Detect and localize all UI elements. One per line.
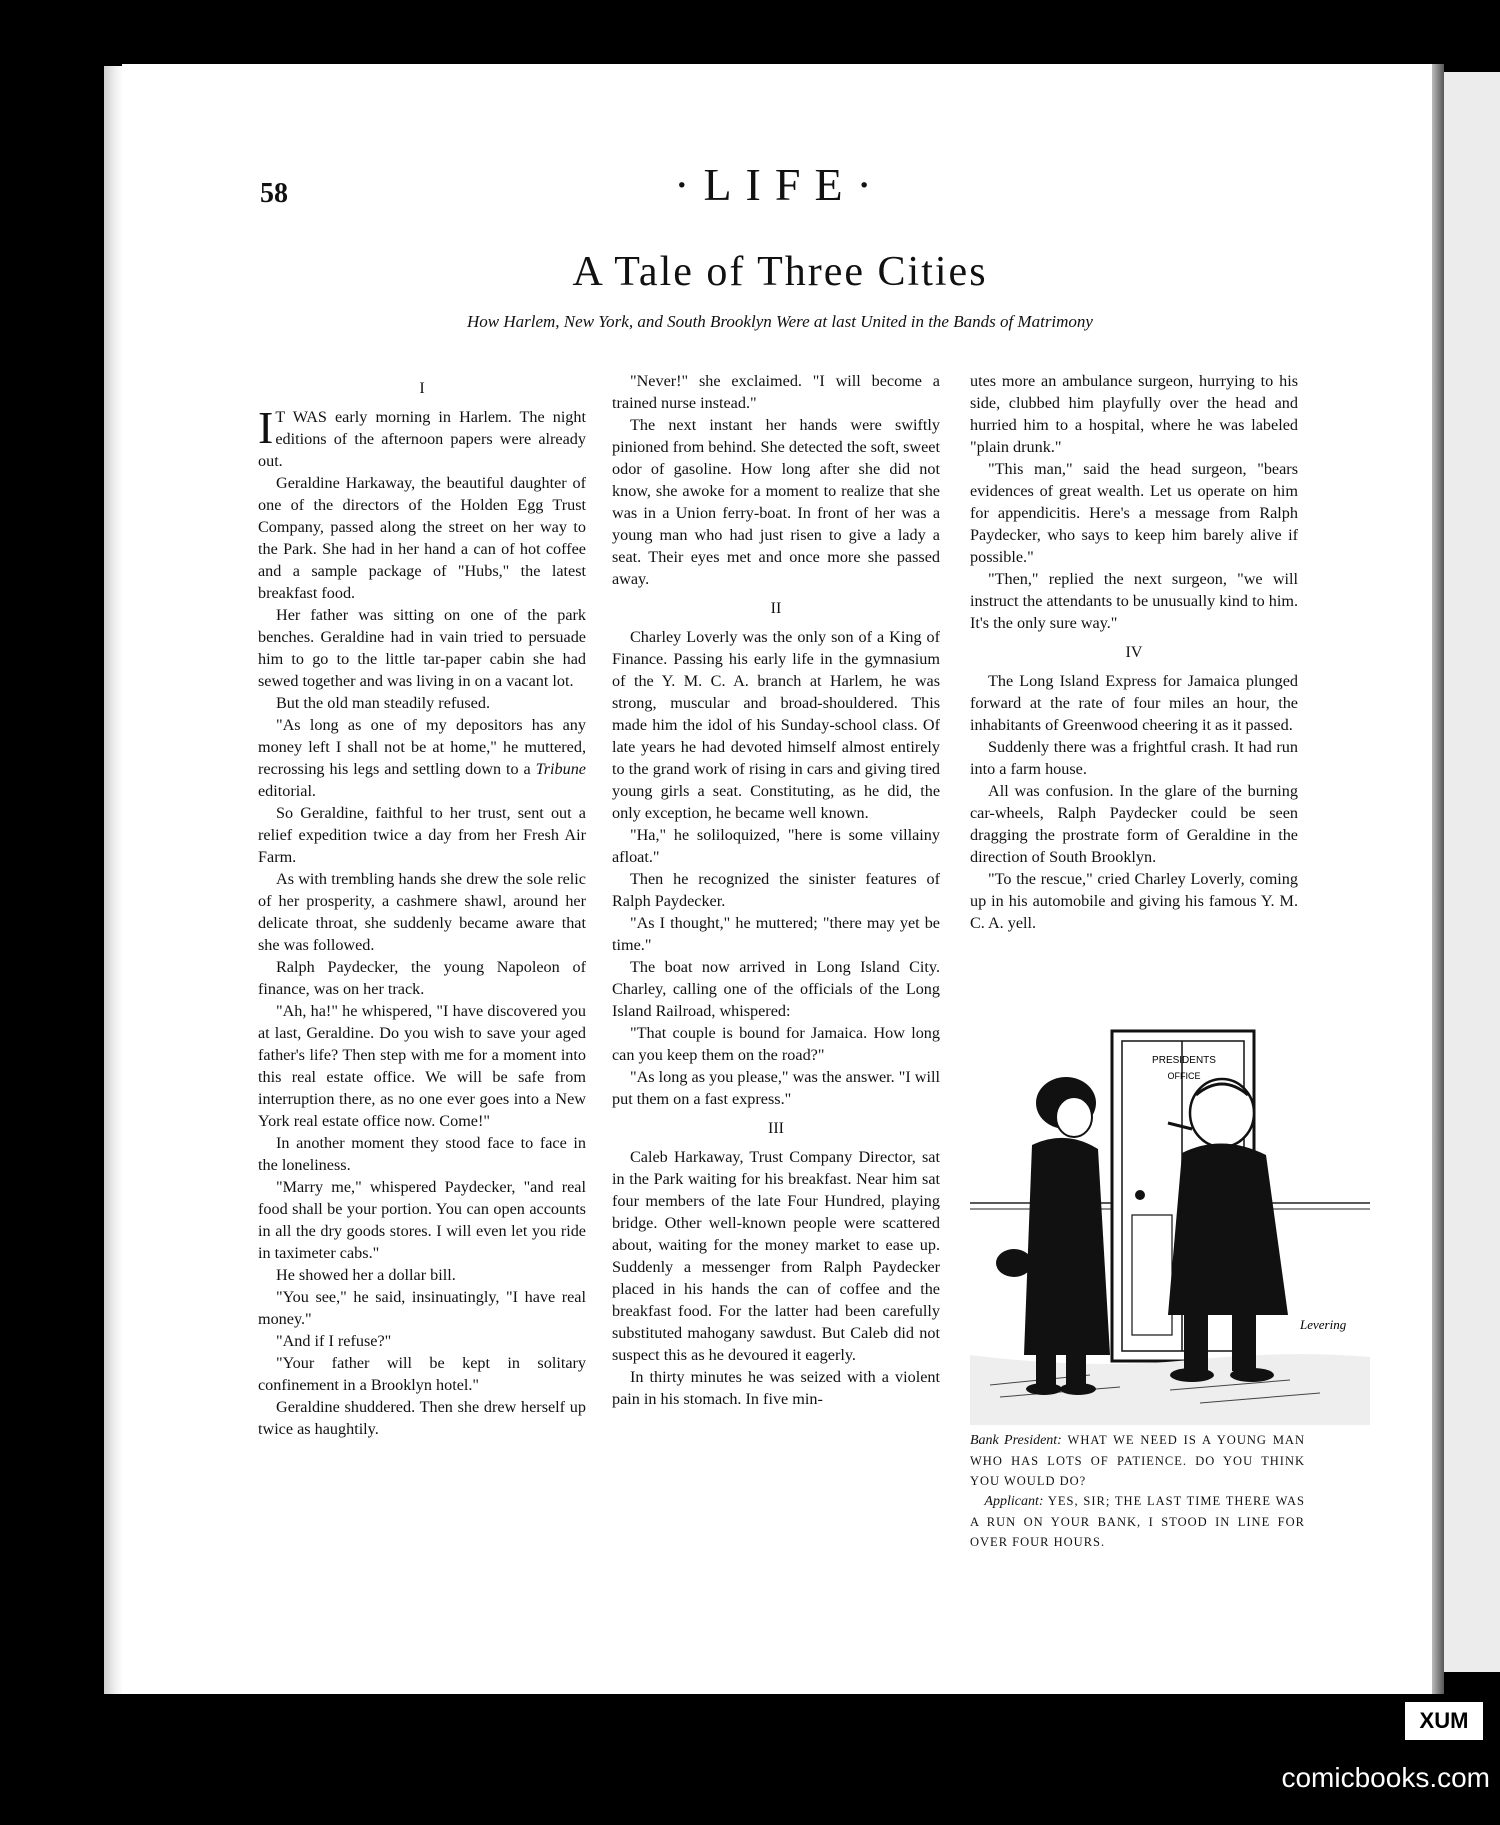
caption-text: WHAT WE NEED IS A YOUNG MAN WHO HAS LOTS OF PATIENCE. DO YOU THINK YOU WOULD DO? xyxy=(970,1433,1305,1488)
column-1 xyxy=(258,370,586,1440)
paragraph: "Your father will be kept in solitary confinement in a Brooklyn hotel." xyxy=(258,1354,586,1394)
paragraph: "This man," said the head surgeon, "bears evidences of great wealth. Let us operate on him for appendicitis. Here's a message from Ralph Paydecker, who says to keep him barely alive if possible." xyxy=(970,460,1298,566)
section-heading: IV xyxy=(1125,644,1143,661)
paragraph: All was confusion. In the glare of the burning car-wheels, Ralph Paydecker could be seen dragging the prostrate form of Geraldine in the direction of South Brooklyn. xyxy=(970,782,1298,866)
cartoon-illustration xyxy=(970,1025,1370,1425)
paragraph: "Marry me," whispered Paydecker, "and real food shall be your portion. You can open accounts in all the dry goods stores. I will even let you ride in taximeter cabs." xyxy=(258,1178,586,1262)
paragraph-text: editorial. xyxy=(258,782,316,800)
paragraph: "And if I refuse?" xyxy=(276,1332,392,1350)
article-subtitle: How Harlem, New York, and South Brooklyn Were at last United in the Bands of Matrimony xyxy=(467,312,1093,331)
caption-speaker: Applicant: xyxy=(984,1494,1044,1509)
paragraph: Geraldine shuddered. Then she drew herself up twice as haughtily. xyxy=(258,1398,586,1438)
paragraph: Charley Loverly was the only son of a King of Finance. Passing his early life in the gymnasium of the Y. M. C. A. branch at Harlem, he was strong, muscular and broad-shouldered. This made him the idol of his Sunday-school class. Of late years he had devoted himself almost entirely to the grand work of rising in cars and giving tired young girls a seat. Constituting, as he did, the only exception, he became well known. xyxy=(612,628,940,822)
door-knob xyxy=(1135,1190,1145,1200)
paragraph: In another moment they stood face to face in the loneliness. xyxy=(258,1134,586,1174)
section-heading: I xyxy=(419,380,425,397)
xum-badge: XUM xyxy=(1405,1702,1483,1740)
article-title: A Tale of Three Cities xyxy=(572,249,988,295)
paragraph: As with trembling hands she drew the sole relic of her prosperity, a cashmere shawl, around her delicate throat, she suddenly became aware that she was followed. xyxy=(258,870,586,954)
site-watermark: comicbooks.com xyxy=(1281,1762,1490,1793)
paragraph: "Then," replied the next surgeon, "we will instruct the attendants to be unusually kind to him. It's the only sure way." xyxy=(970,570,1298,632)
applicant-figure xyxy=(996,1077,1110,1395)
paragraph: Suddenly there was a frightful crash. It had run into a farm house. xyxy=(970,738,1298,778)
paragraph: But the old man steadily refused. xyxy=(276,694,490,712)
masthead: ·LIFE· xyxy=(674,159,886,210)
paragraph: The next instant her hands were swiftly pinioned from behind. She detected the soft, sweet odor of gasoline. How long after she did not know, she awoke for a moment to realize that she was in a Union ferry-boat. In front of her was a young man who had just risen to give a lady a seat. Their eyes met and once more she passed away. xyxy=(612,416,940,588)
artist-signature: Levering xyxy=(1300,1317,1347,1332)
section-heading: III xyxy=(768,1120,784,1137)
column-3 xyxy=(970,370,1298,934)
paragraph: utes more an ambulance surgeon, hurrying to his side, clubbed him playfully over the head and hurried him to a hospital, where he was labeled "plain drunk." xyxy=(970,372,1298,456)
paragraph: He showed her a dollar bill. xyxy=(276,1266,456,1284)
paragraph-text: T WAS early morning in Harlem. The night editions of the afternoon papers were already out. xyxy=(258,408,586,470)
paragraph: Caleb Harkaway, Trust Company Director, sat in the Park waiting for his breakfast. Near him sat four members of the late Four Hundred, playing bridge. Other well-known people were scattered about, waiting for the money market to ease up. Suddenly a messenger from Ralph Paydecker placed in his hands the can of coffee and the breakfast food. For the latter had been carefully substituted mahogany sawdust. But Caleb did not suspect this as he devoured it eagerly. xyxy=(612,1148,940,1364)
caption-speaker: Bank President: xyxy=(970,1433,1062,1448)
paragraph: Geraldine Harkaway, the beautiful daughter of one of the directors of the Holden Egg Trust Company, passed along the street on her way to the Park. She had in her hand a can of hot coffee and a sample package of "Hubs," the latest breakfast food. xyxy=(258,474,586,602)
caption-text: YES, SIR; THE LAST TIME THERE WAS A RUN ON YOUR BANK, I STOOD IN LINE FOR OVER FOUR HOURS. xyxy=(970,1494,1305,1549)
paragraph: "To the rescue," cried Charley Loverly, coming up in his automobile and giving his famous Y. M. C. A. yell. xyxy=(970,870,1298,932)
paragraph: Her father was sitting on one of the park benches. Geraldine had in vain tried to persuade him to go to the little tar-paper cabin she had sewed together and was living in on a vacant lot. xyxy=(258,606,586,690)
paragraph: "Never!" she exclaimed. "I will become a trained nurse instead." xyxy=(612,372,940,412)
drop-cap: I xyxy=(258,402,274,453)
paragraph xyxy=(258,714,586,802)
column-2 xyxy=(612,370,940,1410)
paragraph: The Long Island Express for Jamaica plunged forward at the rate of four miles an hour, the inhabitants of Greenwood cheering it as it passed. xyxy=(970,672,1298,734)
page-binding-edge xyxy=(104,66,124,1694)
page-fold-shadow xyxy=(1432,64,1444,1694)
cartoon-caption xyxy=(970,1430,1305,1552)
section-heading: II xyxy=(770,600,782,617)
newspaper-name: Tribune xyxy=(535,760,586,778)
paragraph: "You see," he said, insinuatingly, "I have real money." xyxy=(258,1288,586,1328)
paragraph: Then he recognized the sinister features of Ralph Paydecker. xyxy=(612,870,940,910)
page-number: 58 xyxy=(260,178,288,209)
paragraph: So Geraldine, faithful to her trust, sent out a relief expedition twice a day from her Fresh Air Farm. xyxy=(258,804,586,866)
paragraph: Ralph Paydecker, the young Napoleon of finance, was on her track. xyxy=(258,958,586,998)
paragraph: "As long as you please," was the answer. "I will put them on a fast express." xyxy=(612,1068,940,1108)
paragraph: "As I thought," he muttered; "there may yet be time." xyxy=(612,914,940,954)
paragraph xyxy=(258,402,586,472)
paragraph: "Ha," he soliloquized, "here is some villainy afloat." xyxy=(612,826,940,866)
door-sign-line1: PRESIDENTS xyxy=(1152,1055,1216,1066)
paragraph: "Ah, ha!" he whispered, "I have discovered you at last, Geraldine. Do you wish to save your aged father's life? Then step with me for a moment into this real estate office. We will be safe from interruption there, as no one ever goes into a New York real estate office now. Come!" xyxy=(258,1002,586,1130)
paragraph: "That couple is bound for Jamaica. How long can you keep them on the road?" xyxy=(612,1024,940,1064)
paragraph: In thirty minutes he was seized with a violent pain in his stomach. In five min- xyxy=(612,1368,940,1408)
paragraph: The boat now arrived in Long Island City. Charley, calling one of the officials of the Long Island Railroad, whispered: xyxy=(612,958,940,1020)
door-sign-line2: OFFICE xyxy=(1167,1071,1201,1081)
paragraph-text: "As long as one of my depositors has any money left I shall not be at home," he muttered, recrossing his legs and settling down to a xyxy=(258,716,586,778)
